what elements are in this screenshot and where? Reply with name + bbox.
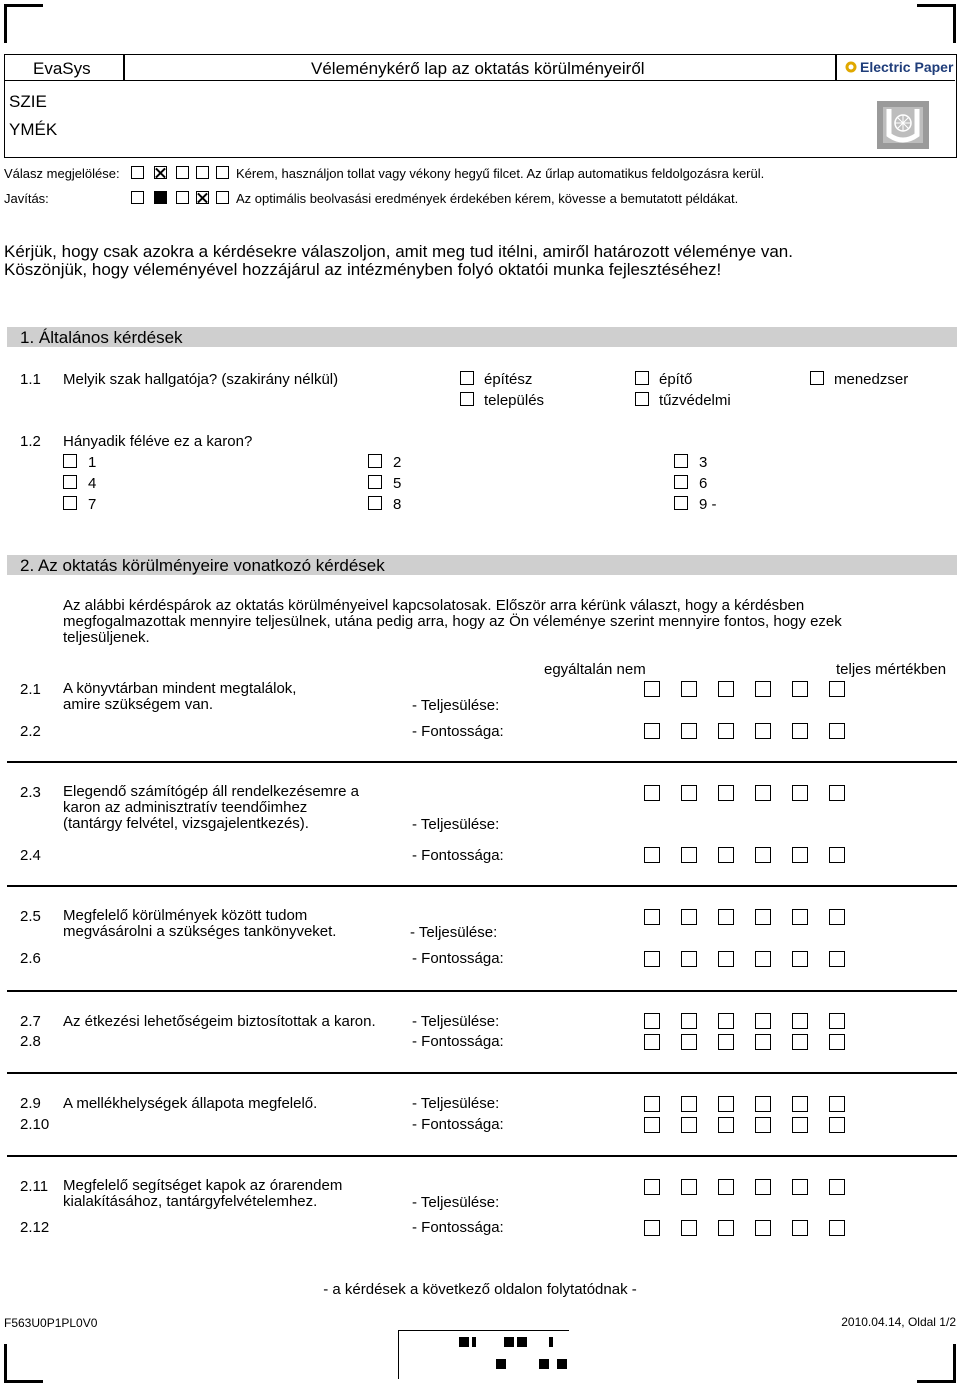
question-text: Melyik szak hallgatója? (szakirány nélkül) xyxy=(63,371,339,388)
option-checkbox[interactable] xyxy=(635,392,649,406)
rating-checkbox[interactable] xyxy=(829,951,845,967)
rating-checkbox[interactable] xyxy=(792,951,808,967)
corner-mark-top-right xyxy=(917,4,956,43)
rating-checkbox[interactable] xyxy=(755,847,771,863)
question-number: 2.8 xyxy=(20,1033,41,1050)
rating-checkbox[interactable] xyxy=(829,1179,845,1195)
separator xyxy=(7,885,957,887)
question-number: 1.1 xyxy=(20,371,41,388)
rating-checkbox[interactable] xyxy=(792,681,808,697)
question-number: 2.6 xyxy=(20,950,41,967)
option-checkbox[interactable] xyxy=(674,496,688,510)
example-crossed-box xyxy=(196,191,209,204)
option-label: 1 xyxy=(88,454,97,471)
rating-checkbox[interactable] xyxy=(681,1034,697,1050)
scan-barcode xyxy=(398,1330,569,1379)
rating-checkbox[interactable] xyxy=(792,1117,808,1133)
option-label: 3 xyxy=(699,454,708,471)
importance-label: - Fontossága: xyxy=(412,1033,504,1050)
option-checkbox[interactable] xyxy=(368,475,382,489)
rating-checkbox[interactable] xyxy=(644,1117,660,1133)
corner-mark-top-left xyxy=(4,4,43,43)
question-number: 2.4 xyxy=(20,847,41,864)
rating-checkbox[interactable] xyxy=(755,1034,771,1050)
question-text: Megfelelő körülmények között tudom megvásárolni a szükséges tankönyveket. xyxy=(63,907,337,940)
separator xyxy=(7,990,957,992)
importance-label: - Fontossága: xyxy=(412,1219,504,1236)
rating-checkbox[interactable] xyxy=(644,1034,660,1050)
rating-checkbox[interactable] xyxy=(829,1096,845,1112)
question-text: Hányadik féléve ez a karon? xyxy=(63,433,253,450)
example-empty-box xyxy=(216,191,229,204)
rating-checkbox[interactable] xyxy=(644,1220,660,1236)
rating-checkbox[interactable] xyxy=(829,1034,845,1050)
rating-checkbox[interactable] xyxy=(755,1220,771,1236)
option-checkbox[interactable] xyxy=(674,454,688,468)
rating-checkbox[interactable] xyxy=(718,847,734,863)
form-title: Véleménykérő lap az oktatás körülményeiről xyxy=(311,59,645,78)
rating-checkbox[interactable] xyxy=(755,909,771,925)
rating-checkbox[interactable] xyxy=(718,785,734,801)
rating-checkbox[interactable] xyxy=(644,951,660,967)
rating-checkbox[interactable] xyxy=(681,1013,697,1029)
rating-checkbox[interactable] xyxy=(681,785,697,801)
form-id: F563U0P1PL0V0 xyxy=(4,1316,98,1330)
example-empty-box xyxy=(216,166,229,179)
importance-label: - Fontossága: xyxy=(412,1116,504,1133)
rating-checkbox[interactable] xyxy=(792,723,808,739)
fulfil-label: - Teljesülése: xyxy=(412,1194,500,1211)
intro-line-2: Köszönjük, hogy véleményével hozzájárul az intézményben folyó oktatói munka fejlesztéséhez! xyxy=(4,260,722,279)
fulfil-label: - Teljesülése: xyxy=(412,1013,500,1030)
rating-checkbox[interactable] xyxy=(755,1179,771,1195)
rating-checkbox[interactable] xyxy=(681,681,697,697)
question-number: 2.5 xyxy=(20,908,41,925)
brand-name: Electric Paper xyxy=(860,59,954,75)
option-label: 4 xyxy=(88,475,97,492)
fulfil-label: - Teljesülése: xyxy=(410,924,498,941)
rating-checkbox[interactable] xyxy=(644,785,660,801)
date-page: 2010.04.14, Oldal 1/2 xyxy=(841,1315,956,1329)
example-empty-box xyxy=(131,166,144,179)
fulfil-label: - Teljesülése: xyxy=(412,816,500,833)
question-text: Elegendő számítógép áll rendelkezésemre a karon az adminisztratív teendőimhez (tantárgy felvétel, vizsgajelentkezés). xyxy=(63,783,360,832)
rating-checkbox[interactable] xyxy=(644,723,660,739)
section-2-intro: Az alábbi kérdéspárok az oktatás körülményeivel kapcsolatosak. Először arra kérünk választ, hogy a kérdésben megfogalmazottak mennyire teljesülnek, utána pedig arra, hogy az Ön véleménye szerint mennyire fontos, hogy ezek teljesüljenek. xyxy=(63,597,842,646)
rating-checkbox[interactable] xyxy=(718,1034,734,1050)
rating-checkbox[interactable] xyxy=(681,1096,697,1112)
question-number: 1.2 xyxy=(20,433,41,450)
rating-checkbox[interactable] xyxy=(718,1013,734,1029)
header-divider-right xyxy=(835,55,837,80)
rating-checkbox[interactable] xyxy=(755,951,771,967)
rating-checkbox[interactable] xyxy=(644,1179,660,1195)
question-number: 2.7 xyxy=(20,1013,41,1030)
option-checkbox[interactable] xyxy=(635,371,649,385)
rating-checkbox[interactable] xyxy=(718,681,734,697)
question-number: 2.11 xyxy=(20,1178,49,1195)
question-text: Megfelelő segítséget kapok az órarendem kialakításához, tantárgyfelvételemhez. xyxy=(63,1177,343,1210)
option-checkbox[interactable] xyxy=(368,496,382,510)
option-label: 5 xyxy=(393,475,402,492)
rating-checkbox[interactable] xyxy=(644,681,660,697)
question-text: A mellékhelységek állapota megfelelő. xyxy=(63,1095,318,1112)
rating-checkbox[interactable] xyxy=(792,1220,808,1236)
rating-checkbox[interactable] xyxy=(829,1220,845,1236)
option-label: menedzser xyxy=(834,371,909,388)
rating-checkbox[interactable] xyxy=(792,909,808,925)
fulfil-label: - Teljesülése: xyxy=(412,697,500,714)
scale-left-label: egyáltalán nem xyxy=(544,661,646,678)
marking-text: Kérem, használjon tollat vagy vékony hegyű filcet. Az űrlap automatikus feldolgozásra kerül. xyxy=(236,166,765,181)
section-1-title: 1. Általános kérdések xyxy=(20,328,183,347)
rating-checkbox[interactable] xyxy=(681,1117,697,1133)
rating-checkbox[interactable] xyxy=(681,847,697,863)
rating-checkbox[interactable] xyxy=(718,1220,734,1236)
option-checkbox[interactable] xyxy=(63,475,77,489)
importance-label: - Fontossága: xyxy=(412,723,504,740)
rating-checkbox[interactable] xyxy=(718,909,734,925)
rating-checkbox[interactable] xyxy=(644,1096,660,1112)
question-number: 2.12 xyxy=(20,1219,50,1236)
rating-checkbox[interactable] xyxy=(792,1096,808,1112)
rating-checkbox[interactable] xyxy=(755,1013,771,1029)
rating-checkbox[interactable] xyxy=(755,723,771,739)
option-checkbox[interactable] xyxy=(810,371,824,385)
brand-logo-icon xyxy=(845,61,857,73)
continue-note: - a kérdések a következő oldalon folytatódnak - xyxy=(323,1281,637,1298)
rating-checkbox[interactable] xyxy=(829,1117,845,1133)
option-checkbox[interactable] xyxy=(460,371,474,385)
rating-checkbox[interactable] xyxy=(644,1013,660,1029)
example-crossed-box xyxy=(154,166,167,179)
question-number: 2.1 xyxy=(20,681,41,698)
corner-mark-bottom-right xyxy=(917,1344,956,1383)
corner-mark-bottom-left xyxy=(4,1344,43,1383)
option-checkbox[interactable] xyxy=(674,475,688,489)
correction-label: Javítás: xyxy=(4,191,49,206)
example-empty-box xyxy=(131,191,144,204)
rating-checkbox[interactable] xyxy=(681,1220,697,1236)
rating-checkbox[interactable] xyxy=(718,723,734,739)
example-empty-box xyxy=(176,191,189,204)
rating-checkbox[interactable] xyxy=(829,847,845,863)
header-divider-left xyxy=(123,55,125,80)
importance-label: - Fontossága: xyxy=(412,950,504,967)
option-label: 7 xyxy=(88,496,97,513)
rating-checkbox[interactable] xyxy=(681,951,697,967)
rating-checkbox[interactable] xyxy=(718,1179,734,1195)
question-text: A könyvtárban mindent megtalálok, amire szükségem van. xyxy=(63,680,297,713)
importance-label: - Fontossága: xyxy=(412,847,504,864)
rating-checkbox[interactable] xyxy=(644,909,660,925)
option-label: tűzvédelmi xyxy=(659,392,731,409)
option-label: 2 xyxy=(393,454,402,471)
example-empty-box xyxy=(176,166,189,179)
org-line-1: SZIE xyxy=(9,92,47,111)
rating-checkbox[interactable] xyxy=(792,785,808,801)
rating-checkbox[interactable] xyxy=(829,909,845,925)
rating-checkbox[interactable] xyxy=(755,1096,771,1112)
separator xyxy=(7,1155,957,1157)
header-box xyxy=(4,54,957,158)
question-text: Az étkezési lehetőségeim biztosítottak a karon. xyxy=(63,1013,376,1030)
system-name: EvaSys xyxy=(33,59,91,78)
rating-checkbox[interactable] xyxy=(829,1013,845,1029)
question-number: 2.9 xyxy=(20,1095,41,1112)
rating-checkbox[interactable] xyxy=(792,1179,808,1195)
intro-line-1: Kérjük, hogy csak azokra a kérdésekre válaszoljon, amit meg tud itélni, amiről határozott véleménye van. xyxy=(4,242,793,261)
rating-checkbox[interactable] xyxy=(755,785,771,801)
university-crest-icon xyxy=(877,101,929,149)
rating-checkbox[interactable] xyxy=(829,723,845,739)
org-line-2: YMÉK xyxy=(9,120,58,139)
question-number: 2.3 xyxy=(20,784,41,801)
option-checkbox[interactable] xyxy=(368,454,382,468)
rating-checkbox[interactable] xyxy=(755,681,771,697)
barcode-marks xyxy=(399,1331,569,1379)
rating-checkbox[interactable] xyxy=(644,847,660,863)
option-label: építő xyxy=(659,371,693,388)
option-checkbox[interactable] xyxy=(63,496,77,510)
rating-checkbox[interactable] xyxy=(755,1117,771,1133)
rating-checkbox[interactable] xyxy=(829,785,845,801)
separator xyxy=(7,761,957,763)
marking-label: Válasz megjelölése: xyxy=(4,166,120,181)
correction-text: Az optimális beolvasási eredmények érdekében kérem, kövesse a bemutatott példákat. xyxy=(236,191,739,206)
rating-checkbox[interactable] xyxy=(718,1117,734,1133)
rating-checkbox[interactable] xyxy=(718,1096,734,1112)
option-label: építész xyxy=(484,371,533,388)
option-label: település xyxy=(484,392,545,409)
section-2-title: 2. Az oktatás körülményeire vonatkozó kérdések xyxy=(20,556,385,575)
question-number: 2.10 xyxy=(20,1116,50,1133)
rating-checkbox[interactable] xyxy=(792,1013,808,1029)
option-label: 9 - xyxy=(699,496,717,513)
example-empty-box xyxy=(196,166,209,179)
separator xyxy=(7,1072,957,1074)
university-crest xyxy=(877,101,929,149)
rating-checkbox[interactable] xyxy=(718,951,734,967)
rating-checkbox[interactable] xyxy=(681,1179,697,1195)
option-label: 6 xyxy=(699,475,708,492)
rating-checkbox[interactable] xyxy=(681,723,697,739)
rating-checkbox[interactable] xyxy=(681,909,697,925)
fulfil-label: - Teljesülése: xyxy=(412,1095,500,1112)
option-checkbox[interactable] xyxy=(63,454,77,468)
option-label: 8 xyxy=(393,496,402,513)
question-number: 2.2 xyxy=(20,723,41,740)
scale-right-label: teljes mértékben xyxy=(836,661,947,678)
rating-checkbox[interactable] xyxy=(829,681,845,697)
option-checkbox[interactable] xyxy=(460,392,474,406)
example-filled-box xyxy=(154,191,167,204)
rating-checkbox[interactable] xyxy=(792,847,808,863)
rating-checkbox[interactable] xyxy=(792,1034,808,1050)
